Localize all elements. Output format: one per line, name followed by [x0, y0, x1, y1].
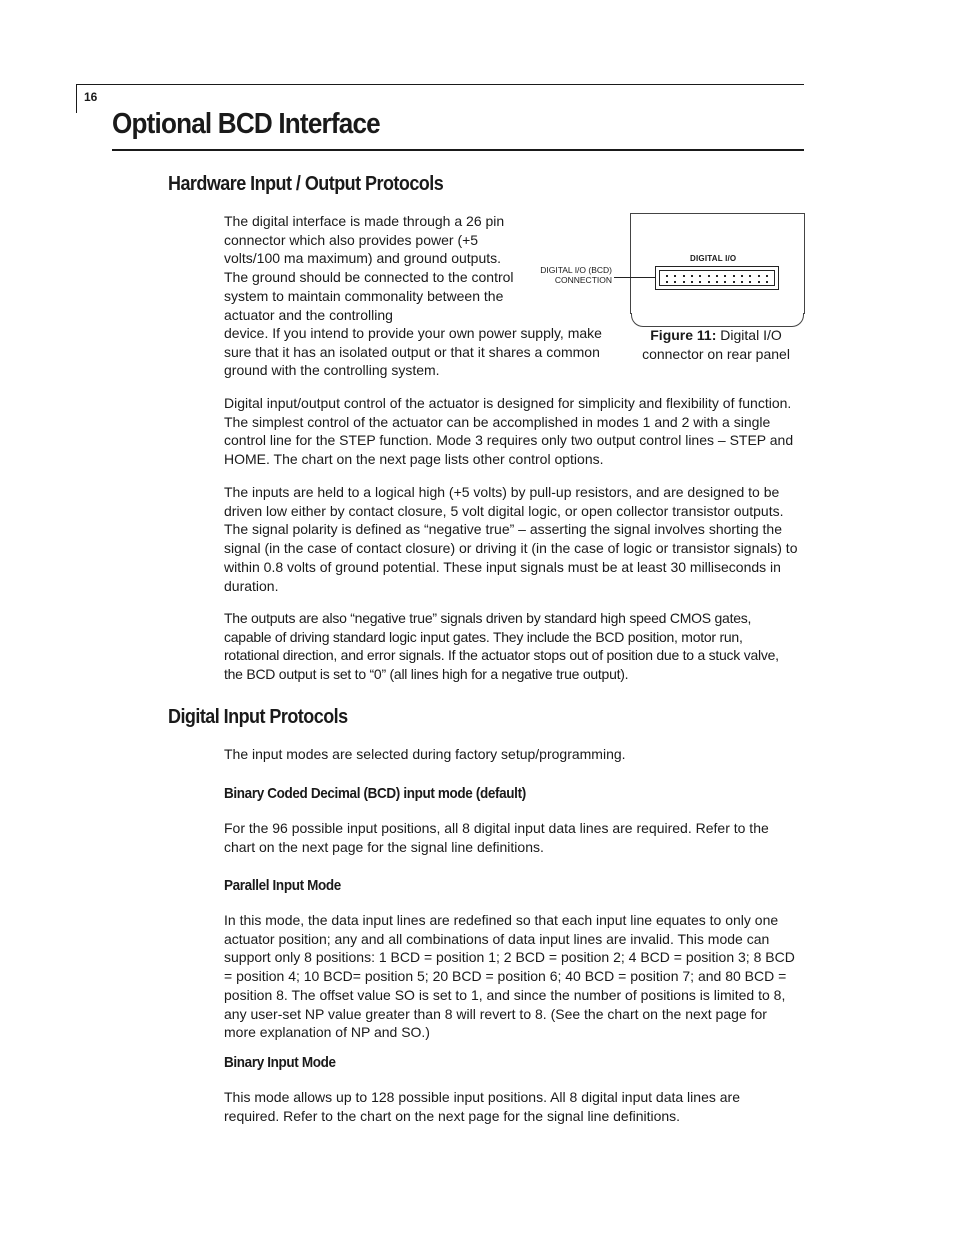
callout-leader-line — [614, 277, 655, 278]
connector-label: DIGITAL I/O — [690, 254, 737, 263]
hardware-paragraph-1-wrapped: The digital interface is made through a 26 pin connector which also provides power (+5 volts/100 ma maximum) and ground outputs. The ground should be connected to the control system to maintain commonality between the actuator and the controlling — [224, 213, 514, 323]
callout-line-1: DIGITAL I/O (BCD) — [540, 265, 612, 275]
page-title: Optional BCD Interface — [112, 108, 380, 140]
binary-mode-heading: Binary Input Mode — [224, 1054, 336, 1071]
pin-row-top — [666, 275, 768, 277]
page-number: 16 — [84, 90, 98, 104]
binary-mode-text: This mode allows up to 128 possible input positions. All 8 digital input data lines are required. Refer to the chart on the next page for the signal line definitions. — [224, 1089, 740, 1124]
callout-label — [520, 265, 612, 285]
hardware-paragraph-2: Digital input/output control of the actuator is designed for simplicity and flexibility of function. The simplest control of the actuator can be accomplished in modes 1 and 2 with a single control line for the STEP function. Mode 3 requires only two output control lines – STEP and HOME. The chart on the next page lists other control options. — [224, 395, 794, 468]
digital-io-connector — [655, 266, 779, 290]
digital-input-intro: The input modes are selected during factory setup/programming. — [224, 746, 626, 762]
pin-row-bottom — [666, 281, 768, 283]
header-tick — [76, 84, 77, 113]
hardware-paragraph-1-continued: device. If you intend to provide your own power supply, make sure that it has an isolated output or that it shares a common ground with the controlling system. — [224, 325, 602, 379]
figure-caption-text: Digital I/O connector on rear panel — [642, 327, 790, 362]
hardware-paragraph-3: The inputs are held to a logical high (+5 volts) by pull-up resistors, and are designed to be driven low either by contact closure, 5 volt digital logic, or open collector transistor outputs. The signal polarity is defined as “negative true” – asserting the signal involves shorting the signal (in the case of contact closure) or driving it (in the case of logic or transistor signals) to within 0.8 volts of ground potential. These input signals must be at least 30 milliseconds in duration. — [224, 484, 798, 594]
figure-caption-number: Figure 11: — [650, 327, 717, 343]
parallel-mode-text: In this mode, the data input lines are redefined so that each input line equates to only one actuator position; any and all combinations of data input lines are invalid. This mode can support only 8 positions: 1 BCD = position 1; 2 BCD = position 2; 4 BCD = position 3; 8 BCD = position 4; 10 BCD= position 5; 20 BCD = position 6; 40 BCD = position 7; and 80 BCD = position 8. The offset value SO is set to 1, and since the number of positions is limited to 8, any user-set NP value greater than 8 will revert to 8. (See the chart on the next page for more explanation of NP and SO.) — [224, 912, 795, 1041]
parallel-mode-heading: Parallel Input Mode — [224, 877, 341, 894]
hardware-heading: Hardware Input / Output Protocols — [168, 173, 444, 195]
digital-input-heading: Digital Input Protocols — [168, 706, 348, 728]
title-rule — [112, 149, 804, 151]
figure-caption — [630, 326, 802, 364]
callout-line-2: CONNECTION — [554, 275, 612, 285]
header-rule — [76, 84, 804, 85]
rear-panel-outline — [630, 213, 805, 314]
hardware-paragraph-4: The outputs are also “negative true” signals driven by standard high speed CMOS gates, capable of driving standard logic input gates. They include the BCD position, motor run, rotational direction, and error signals. If the actuator stops out of position due to a stuck valve, the BCD output is set to “0” (all lines high for a negative true output). — [224, 610, 779, 683]
bcd-mode-heading: Binary Coded Decimal (BCD) input mode (default) — [224, 785, 526, 802]
bcd-mode-text: For the 96 possible input positions, all 8 digital input data lines are required. Refer to the chart on the next page for the signal line definitions. — [224, 820, 769, 855]
